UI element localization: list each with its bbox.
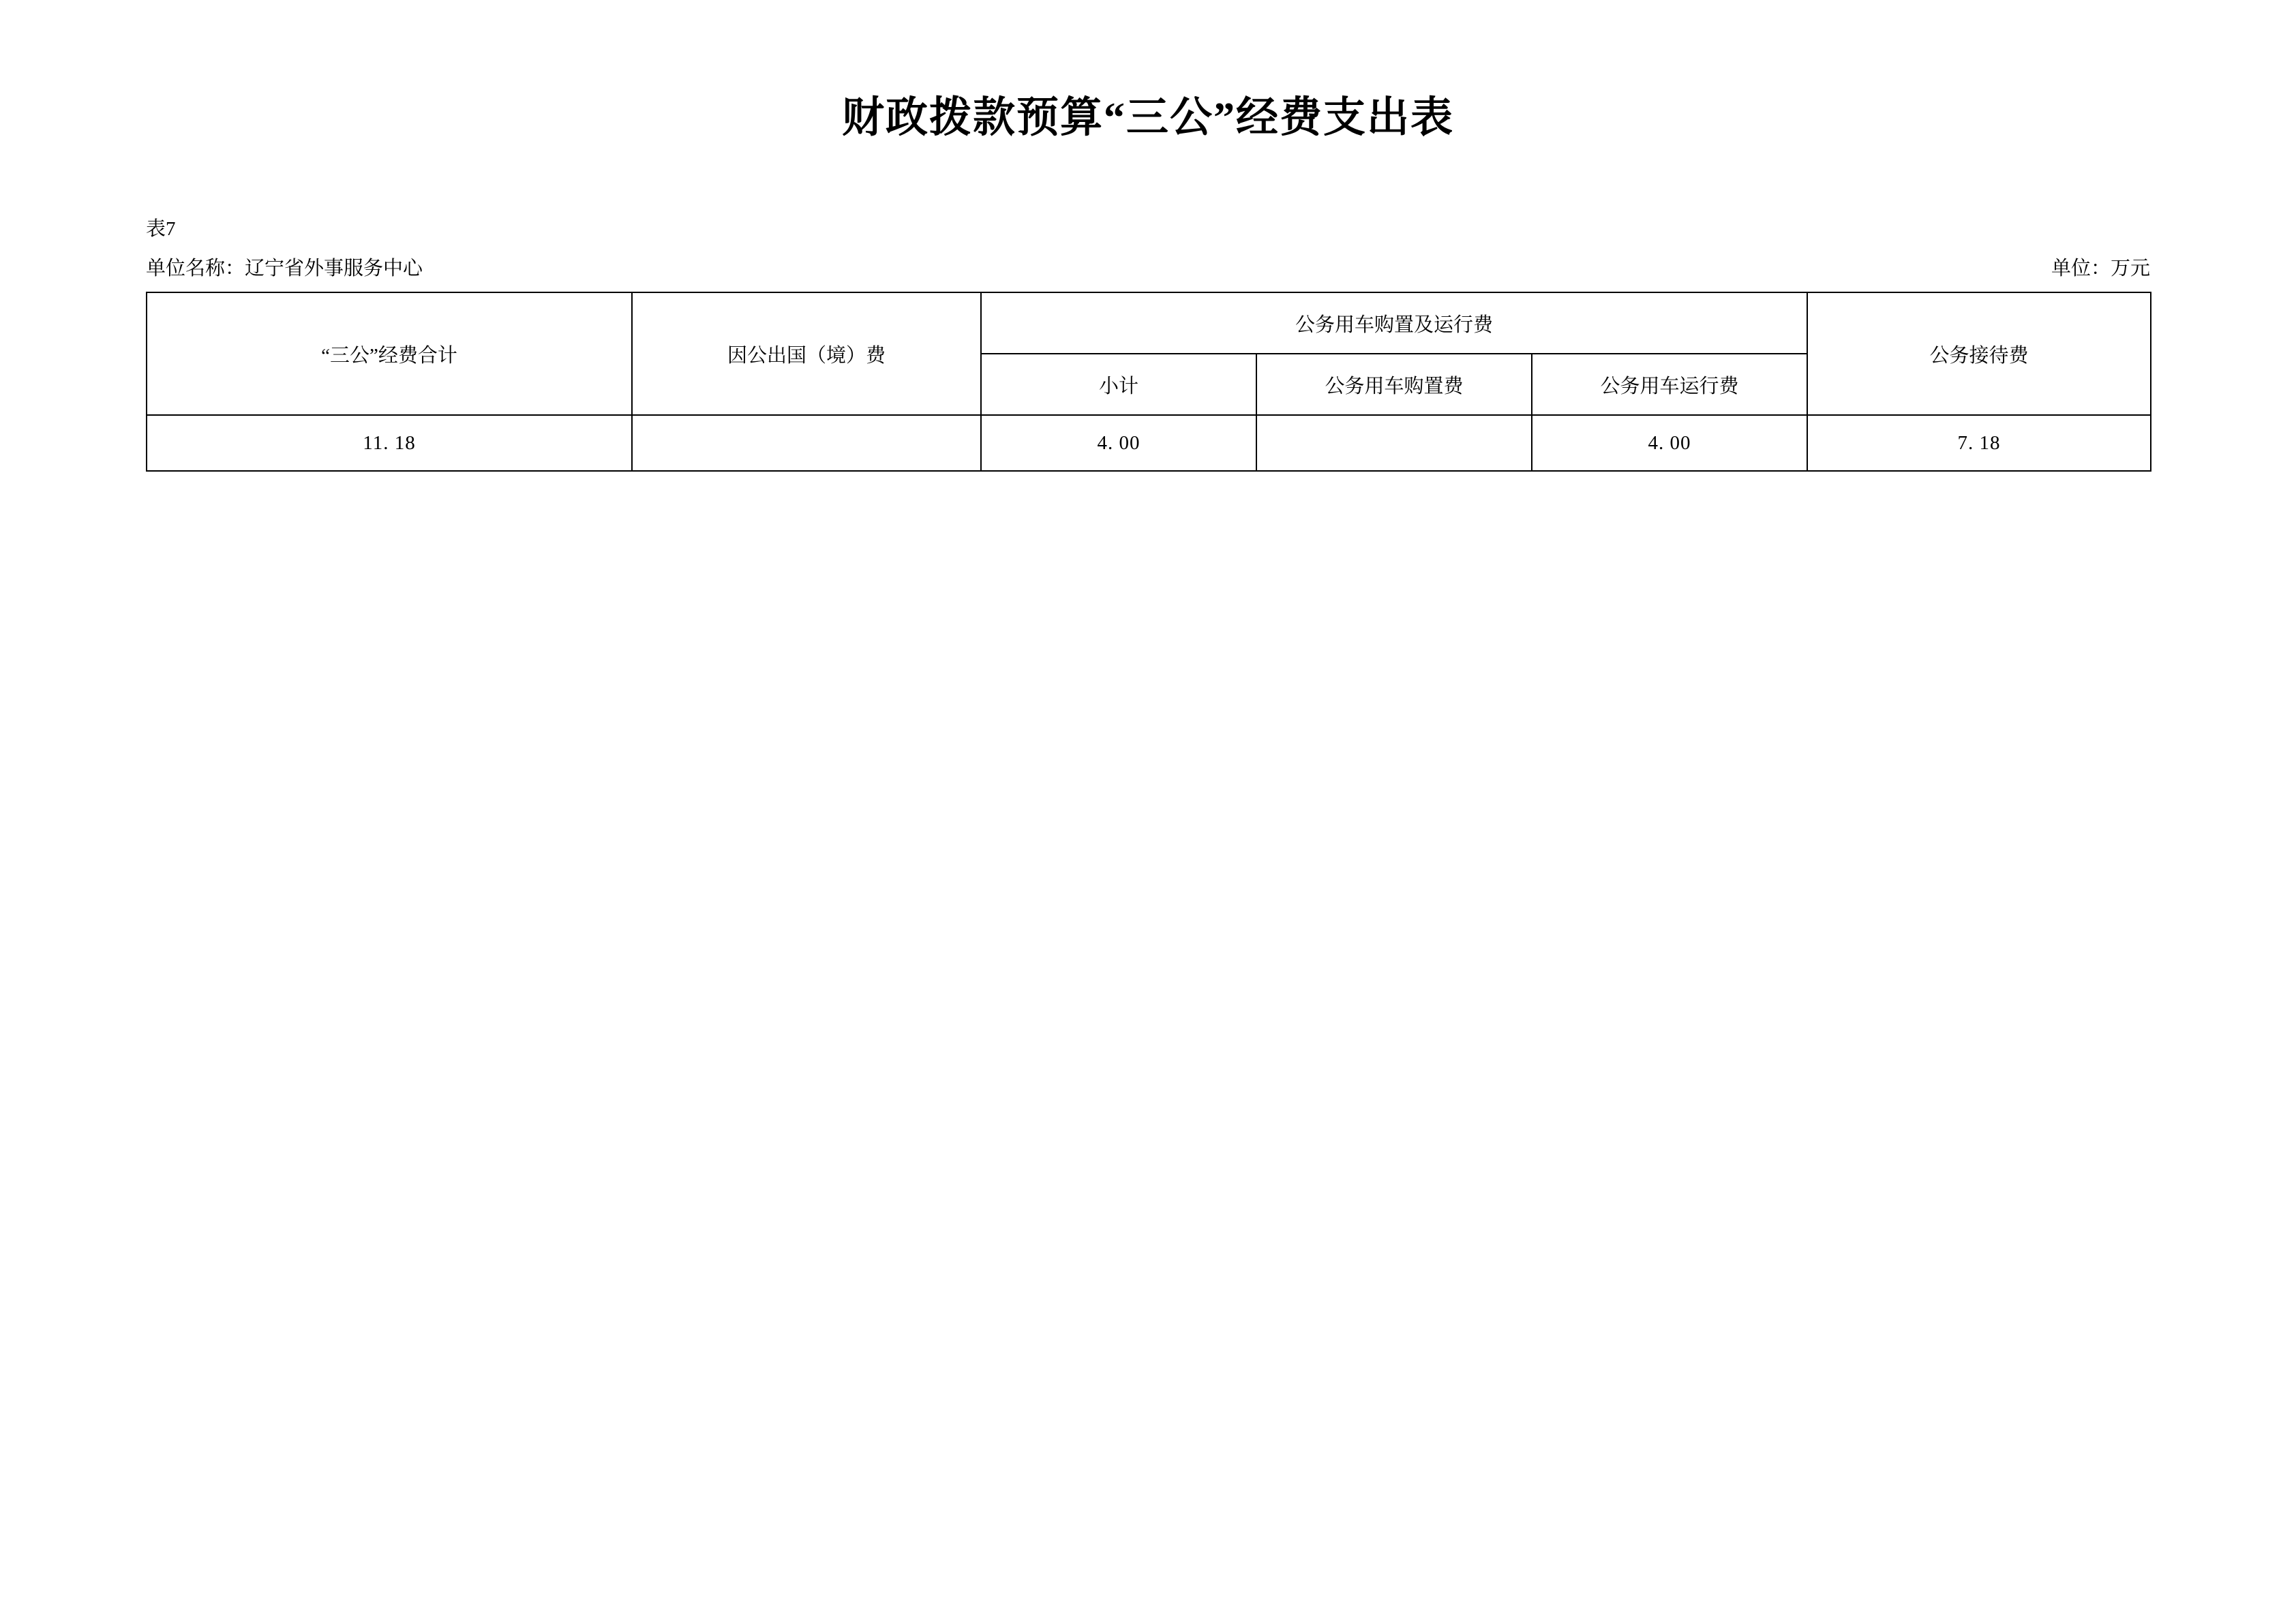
header-total: “三公”经费合计	[147, 292, 632, 415]
cell-total: 11. 18	[147, 415, 632, 471]
meta-row-unit	[146, 254, 2150, 284]
header-vehicle-operation: 公务用车运行费	[1532, 354, 1807, 415]
table-row	[147, 415, 2151, 471]
cell-vehicle-subtotal: 4. 00	[981, 415, 1256, 471]
budget-table-container	[146, 292, 2150, 472]
page-title: 财政拨款预算“三公”经费支出表	[841, 95, 1454, 141]
cell-abroad	[632, 415, 981, 471]
header-abroad: 因公出国（境）费	[632, 292, 981, 415]
cell-vehicle-operation: 4. 00	[1532, 415, 1807, 471]
amount-unit-label: 单位：万元	[2051, 257, 2150, 279]
unit-name-label: 单位名称：	[146, 257, 245, 279]
cell-reception: 7. 18	[1807, 415, 2151, 471]
meta-row-table-number	[146, 215, 2150, 245]
document-meta	[146, 144, 2150, 284]
table-header-row-main	[147, 292, 2151, 354]
header-vehicle-subtotal: 小计	[981, 354, 1256, 415]
header-reception: 公务接待费	[1807, 292, 2151, 415]
table-number-label: 表7	[146, 218, 176, 240]
unit-name-value: 辽宁省外事服务中心	[245, 257, 423, 279]
unit-name	[146, 254, 423, 284]
budget-table	[146, 292, 2151, 472]
cell-vehicle-purchase	[1256, 415, 1532, 471]
header-vehicle-purchase: 公务用车购置费	[1256, 354, 1532, 415]
header-vehicle-group: 公务用车购置及运行费	[981, 292, 1807, 354]
